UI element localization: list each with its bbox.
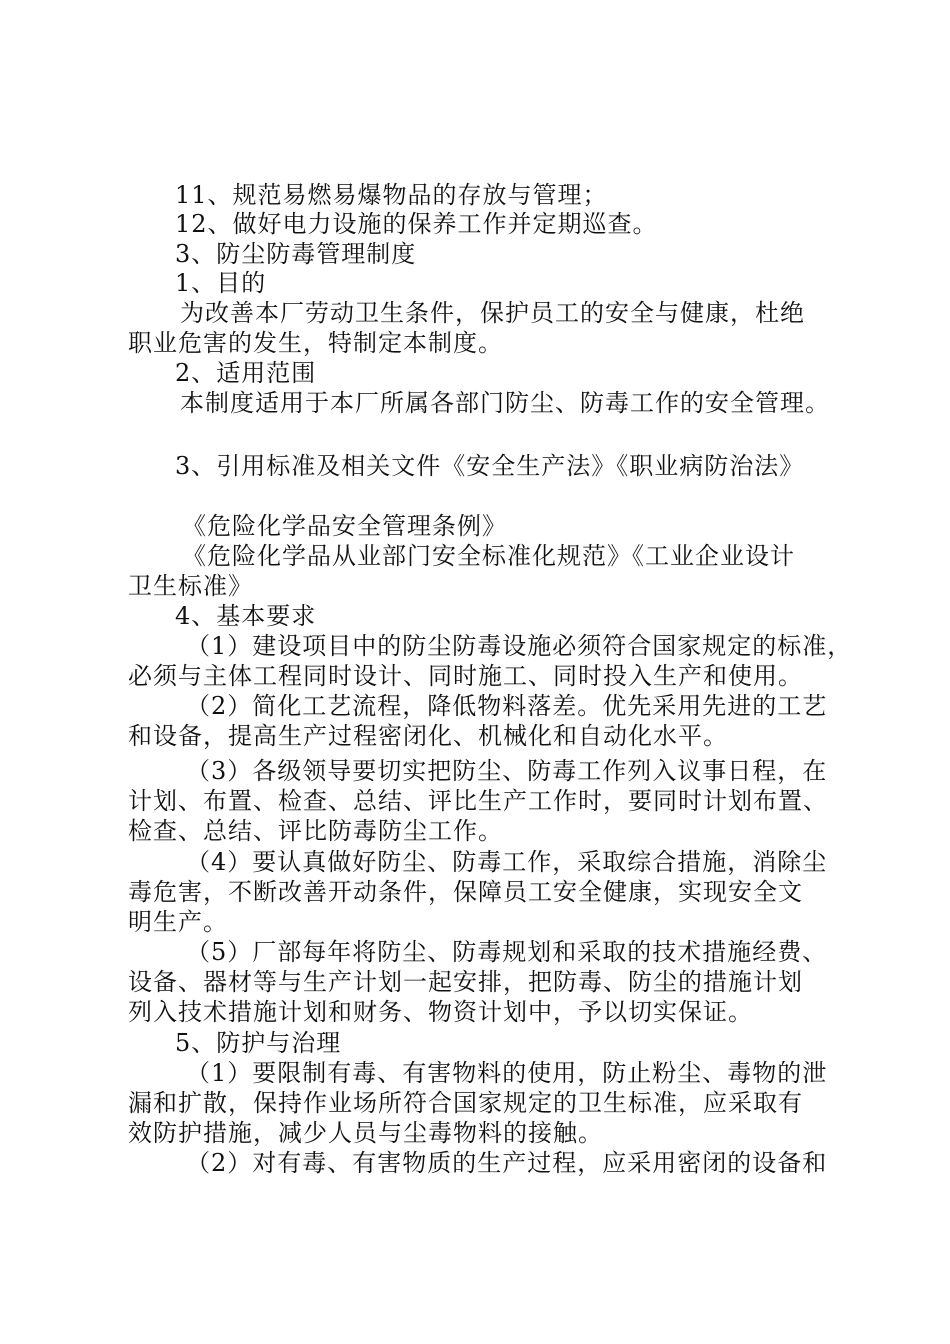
text-line: 《危险化学品安全管理条例》 xyxy=(182,512,507,540)
text-line: 12、做好电力设施的保养工作并定期巡查。 xyxy=(175,210,658,238)
text-line: 计划、布置、检查、总结、评比生产工作时，要同时计划布置、 xyxy=(128,787,828,815)
text-line: 明生产。 xyxy=(128,908,228,936)
text-line: 卫生标准》 xyxy=(128,572,253,600)
text-line: （1）要限制有毒、有害物料的使用，防止粉尘、毒物的泄 xyxy=(186,1059,828,1087)
text-line: （1）建设项目中的防尘防毒设施必须符合国家规定的标准， xyxy=(186,632,853,660)
subsection-heading: 4、基本要求 xyxy=(175,602,317,630)
text-line: 漏和扩散，保持作业场所符合国家规定的卫生标准，应采取有 xyxy=(128,1089,803,1117)
subsection-heading: 1、目的 xyxy=(175,269,267,297)
text-line: 和设备，提高生产过程密闭化、机械化和自动化水平。 xyxy=(128,722,728,750)
text-line: 必须与主体工程同时设计、同时施工、同时投入生产和使用。 xyxy=(128,662,803,690)
text-line: （4）要认真做好防尘、防毒工作，采取综合措施，消除尘 xyxy=(186,848,828,876)
text-line: 检查、总结、评比防毒防尘工作。 xyxy=(128,817,503,845)
text-line: 《危险化学品从业部门安全标准化规范》《工业企业设计 xyxy=(182,542,795,570)
text-line: （2）简化工艺流程，降低物料落差。优先采用先进的工艺 xyxy=(186,692,828,720)
text-line: 效防护措施，减少人员与尘毒物料的接触。 xyxy=(128,1119,603,1147)
subsection-heading: 3、引用标准及相关文件《安全生产法》《职业病防治法》 xyxy=(175,452,805,480)
text-line: 为改善本厂劳动卫生条件，保护员工的安全与健康，杜绝 xyxy=(180,299,805,327)
subsection-heading: 5、防护与治理 xyxy=(175,1029,342,1057)
text-line: （5）厂部每年将防尘、防毒规划和采取的技术措施经费、 xyxy=(186,938,828,966)
text-line: 毒危害，不断改善开动条件，保障员工安全健康，实现安全文 xyxy=(128,878,803,906)
text-line: 本制度适用于本厂所属各部门防尘、防毒工作的安全管理。 xyxy=(180,389,830,417)
text-line: 11、规范易燃易爆物品的存放与管理； xyxy=(175,181,608,209)
subsection-heading: 2、适用范围 xyxy=(175,359,317,387)
text-line: （2）对有毒、有害物质的生产过程，应采用密闭的设备和 xyxy=(186,1149,828,1177)
section-heading: 3、防尘防毒管理制度 xyxy=(175,240,417,268)
text-line: 职业危害的发生，特制定本制度。 xyxy=(128,329,503,357)
text-line: （3）各级领导要切实把防尘、防毒工作列入议事日程，在 xyxy=(186,757,828,785)
text-line: 列入技术措施计划和财务、物资计划中，予以切实保证。 xyxy=(128,998,753,1026)
text-line: 设备、器材等与生产计划一起安排，把防毒、防尘的措施计划 xyxy=(128,968,803,996)
